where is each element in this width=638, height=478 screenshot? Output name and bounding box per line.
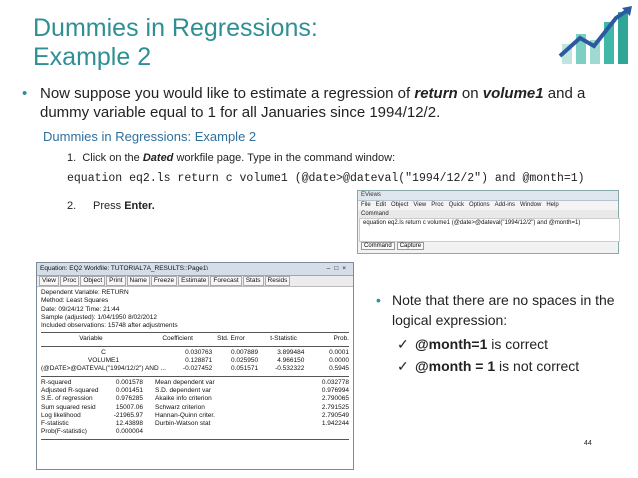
step-1	[67, 152, 395, 164]
eviews-title: EViews	[358, 191, 618, 201]
eviews-command-label: Command	[358, 210, 618, 218]
check-item-correct	[397, 336, 548, 353]
note-text: Note that there are no spaces in the logical expression:	[392, 292, 615, 328]
equation-toolbar	[37, 276, 353, 287]
header-cell: Variable	[79, 335, 103, 343]
intro-text-part: on	[457, 85, 483, 102]
spacing-note	[376, 290, 616, 330]
section-subtitle: Dummies in Regressions: Example 2	[43, 129, 257, 144]
growth-chart-logo-icon	[558, 4, 634, 68]
stat-value: 1.942244	[321, 420, 349, 428]
tab-capture: Capture	[397, 242, 424, 250]
stat-label	[149, 428, 235, 436]
divider	[41, 346, 349, 347]
stat-label: Prob(F-statistic)	[41, 428, 87, 436]
intro-text-part: Now suppose you would like to estimate a regression of	[40, 85, 415, 102]
header-cell: t-Statistic	[270, 335, 297, 343]
step-1-text: workfile page. Type in the command window:	[173, 152, 396, 164]
check-icon: ✓	[397, 336, 409, 352]
stat-label: Log likelihood	[41, 411, 81, 419]
tab-command: Command	[361, 242, 395, 250]
table-row	[41, 387, 349, 395]
variable-cell: (@DATE>@DATEVAL("1994/12/2") AND ...	[41, 365, 166, 373]
step-2-text: Press	[93, 200, 125, 212]
stat-label: Durbin-Watson stat	[155, 420, 211, 428]
table-row	[41, 379, 349, 387]
intro-text-part: and a dummy variable equal to 1 for all Januaries since 1994/12/2.	[40, 85, 586, 121]
check-item-incorrect	[397, 358, 579, 375]
value-cell: -0.532322	[275, 365, 305, 373]
step-2	[67, 200, 155, 212]
stat-value: 2.790549	[321, 411, 349, 419]
value-cell: 0.5945	[329, 365, 349, 373]
stat-value: 2.790065	[321, 395, 349, 403]
meta-line: Included observations: 15748 after adjustments	[41, 322, 178, 330]
toolbar-button: Stats	[243, 276, 264, 286]
stat-label: Hannan-Quinn criter.	[155, 411, 215, 419]
table-row	[41, 420, 349, 428]
divider	[41, 376, 349, 377]
stat-value: 0.032778	[321, 378, 349, 386]
header-cell: Std. Error	[217, 335, 245, 343]
eviews-tabs	[361, 242, 426, 250]
check-text: is not correct	[495, 358, 580, 374]
divider	[41, 332, 349, 333]
stat-label: Schwarz criterion	[155, 403, 205, 411]
meta-line: Method: Least Squares	[41, 297, 109, 305]
stat-label: R-squared	[41, 378, 72, 386]
title-line-1: Dummies in Regressions:	[33, 14, 318, 42]
coefficient-rows	[41, 349, 349, 374]
coefficient-table	[41, 335, 349, 343]
menu-item: Proc	[431, 202, 444, 208]
value-cell: 0.051571	[230, 365, 259, 373]
toolbar-button: Resids	[265, 276, 291, 286]
eviews-menu-bar	[358, 201, 618, 210]
eviews-command-box: equation eq2.ls return c volume1 (@date>@dateval("1994/12/2") and @month=1)	[359, 218, 620, 242]
divider	[41, 439, 349, 440]
check-code: @month=1	[415, 336, 488, 352]
intro-text	[40, 84, 622, 122]
stat-value: 0.000004	[115, 428, 143, 436]
stat-value: -21965.97	[113, 411, 143, 419]
bullet-dot: •	[376, 292, 381, 308]
header-cell: Prob.	[333, 335, 349, 343]
toolbar-button: Name	[127, 276, 150, 286]
stat-label: Mean dependent var	[155, 378, 215, 386]
stat-value: 0.001578	[115, 378, 143, 386]
stat-value: 2.791525	[321, 403, 349, 411]
menu-item: File	[361, 202, 371, 208]
step-1-dated-word: Dated	[142, 152, 174, 164]
toolbar-button: Proc	[60, 276, 79, 286]
check-text: is correct	[487, 336, 549, 352]
step-1-number: 1.	[67, 152, 77, 164]
stat-label: S.D. dependent var	[155, 386, 212, 394]
toolbar-button: Object	[80, 276, 105, 286]
stat-value	[235, 428, 349, 436]
menu-item: View	[413, 202, 427, 208]
menu-item: Quick	[448, 202, 464, 208]
toolbar-button: Print	[106, 276, 125, 286]
step-1-text: Click on the	[82, 152, 143, 164]
menu-item: Object	[391, 202, 409, 208]
stat-label: S.E. of regression	[41, 395, 93, 403]
window-controls: –□×	[326, 265, 350, 272]
stat-label: Adjusted R-squared	[41, 386, 99, 394]
table-row	[41, 395, 349, 403]
stat-value: 0.001451	[115, 386, 143, 394]
stat-value: 12.43898	[115, 420, 143, 428]
bullet-dot: •	[22, 85, 28, 102]
stat-label: Akaike info criterion	[155, 395, 212, 403]
value-cell: -0.027452	[182, 365, 213, 373]
intro-volume1-word: volume1	[482, 85, 544, 102]
value-cell: 0.007889	[230, 348, 259, 356]
intro-return-word: return	[414, 85, 458, 102]
slide-title	[33, 14, 453, 72]
value-cell: 3.899484	[277, 348, 305, 356]
variable-cell: C	[101, 348, 106, 356]
variable-cell: VOLUME1	[87, 357, 119, 365]
toolbar-button: View	[39, 276, 59, 286]
menu-item: Help	[546, 202, 559, 208]
table-row	[41, 412, 349, 420]
table-row	[41, 404, 349, 412]
value-cell: 4.966150	[277, 357, 305, 365]
menu-item: Window	[519, 202, 542, 208]
stat-value: 15007.06	[115, 403, 143, 411]
menu-item: Edit	[375, 202, 387, 208]
toolbar-button: Freeze	[151, 276, 177, 286]
meta-line: Dependent Variable: RETURN	[41, 289, 129, 296]
meta-line: Date: 09/24/12 Time: 21:44	[41, 305, 120, 313]
table-row	[41, 357, 349, 365]
check-icon: ✓	[397, 358, 409, 374]
table-header-row	[41, 335, 349, 343]
page-number: 44	[584, 440, 592, 447]
stat-label: Sum squared resid	[41, 403, 96, 411]
eviews-window-screenshot	[357, 190, 619, 254]
equation-meta	[41, 289, 349, 330]
equation-body	[37, 287, 353, 444]
menu-item: Add-ins	[494, 202, 515, 208]
menu-item: Options	[468, 202, 490, 208]
intro-bullet	[22, 84, 622, 122]
value-cell: 0.128871	[185, 357, 213, 365]
title-line-2: Example 2	[33, 43, 152, 71]
stat-label: F-statistic	[41, 420, 69, 428]
stat-value: 0.976285	[115, 395, 143, 403]
table-row	[41, 428, 349, 436]
table-row	[41, 365, 349, 373]
command-text: equation eq2.ls return c volume1 (@date>@dateval("1994/12/2") and @month=1)	[67, 172, 585, 185]
value-cell: 0.0001	[329, 348, 349, 356]
check-code: @month = 1	[415, 358, 496, 374]
meta-line: Sample (adjusted): 1/04/1950 8/02/2012	[41, 313, 158, 321]
step-2-enter-word: Enter.	[124, 200, 155, 212]
equation-output-screenshot	[36, 262, 354, 470]
statistics-table	[41, 379, 349, 437]
value-cell: 0.025950	[230, 357, 259, 365]
value-cell: 0.030763	[185, 348, 213, 356]
stat-value: 0.976994	[321, 386, 349, 394]
step-2-number: 2.	[67, 200, 77, 212]
equation-title: Equation: EQ2 Workfile: TUTORIAL7A_RESULTS::Page1\	[40, 265, 209, 272]
toolbar-button: Forecast	[210, 276, 241, 286]
table-row	[41, 349, 349, 357]
value-cell: 0.0000	[329, 357, 349, 365]
toolbar-button: Estimate	[178, 276, 209, 286]
header-cell: Coefficient	[162, 335, 193, 343]
equation-title-bar	[37, 263, 353, 276]
